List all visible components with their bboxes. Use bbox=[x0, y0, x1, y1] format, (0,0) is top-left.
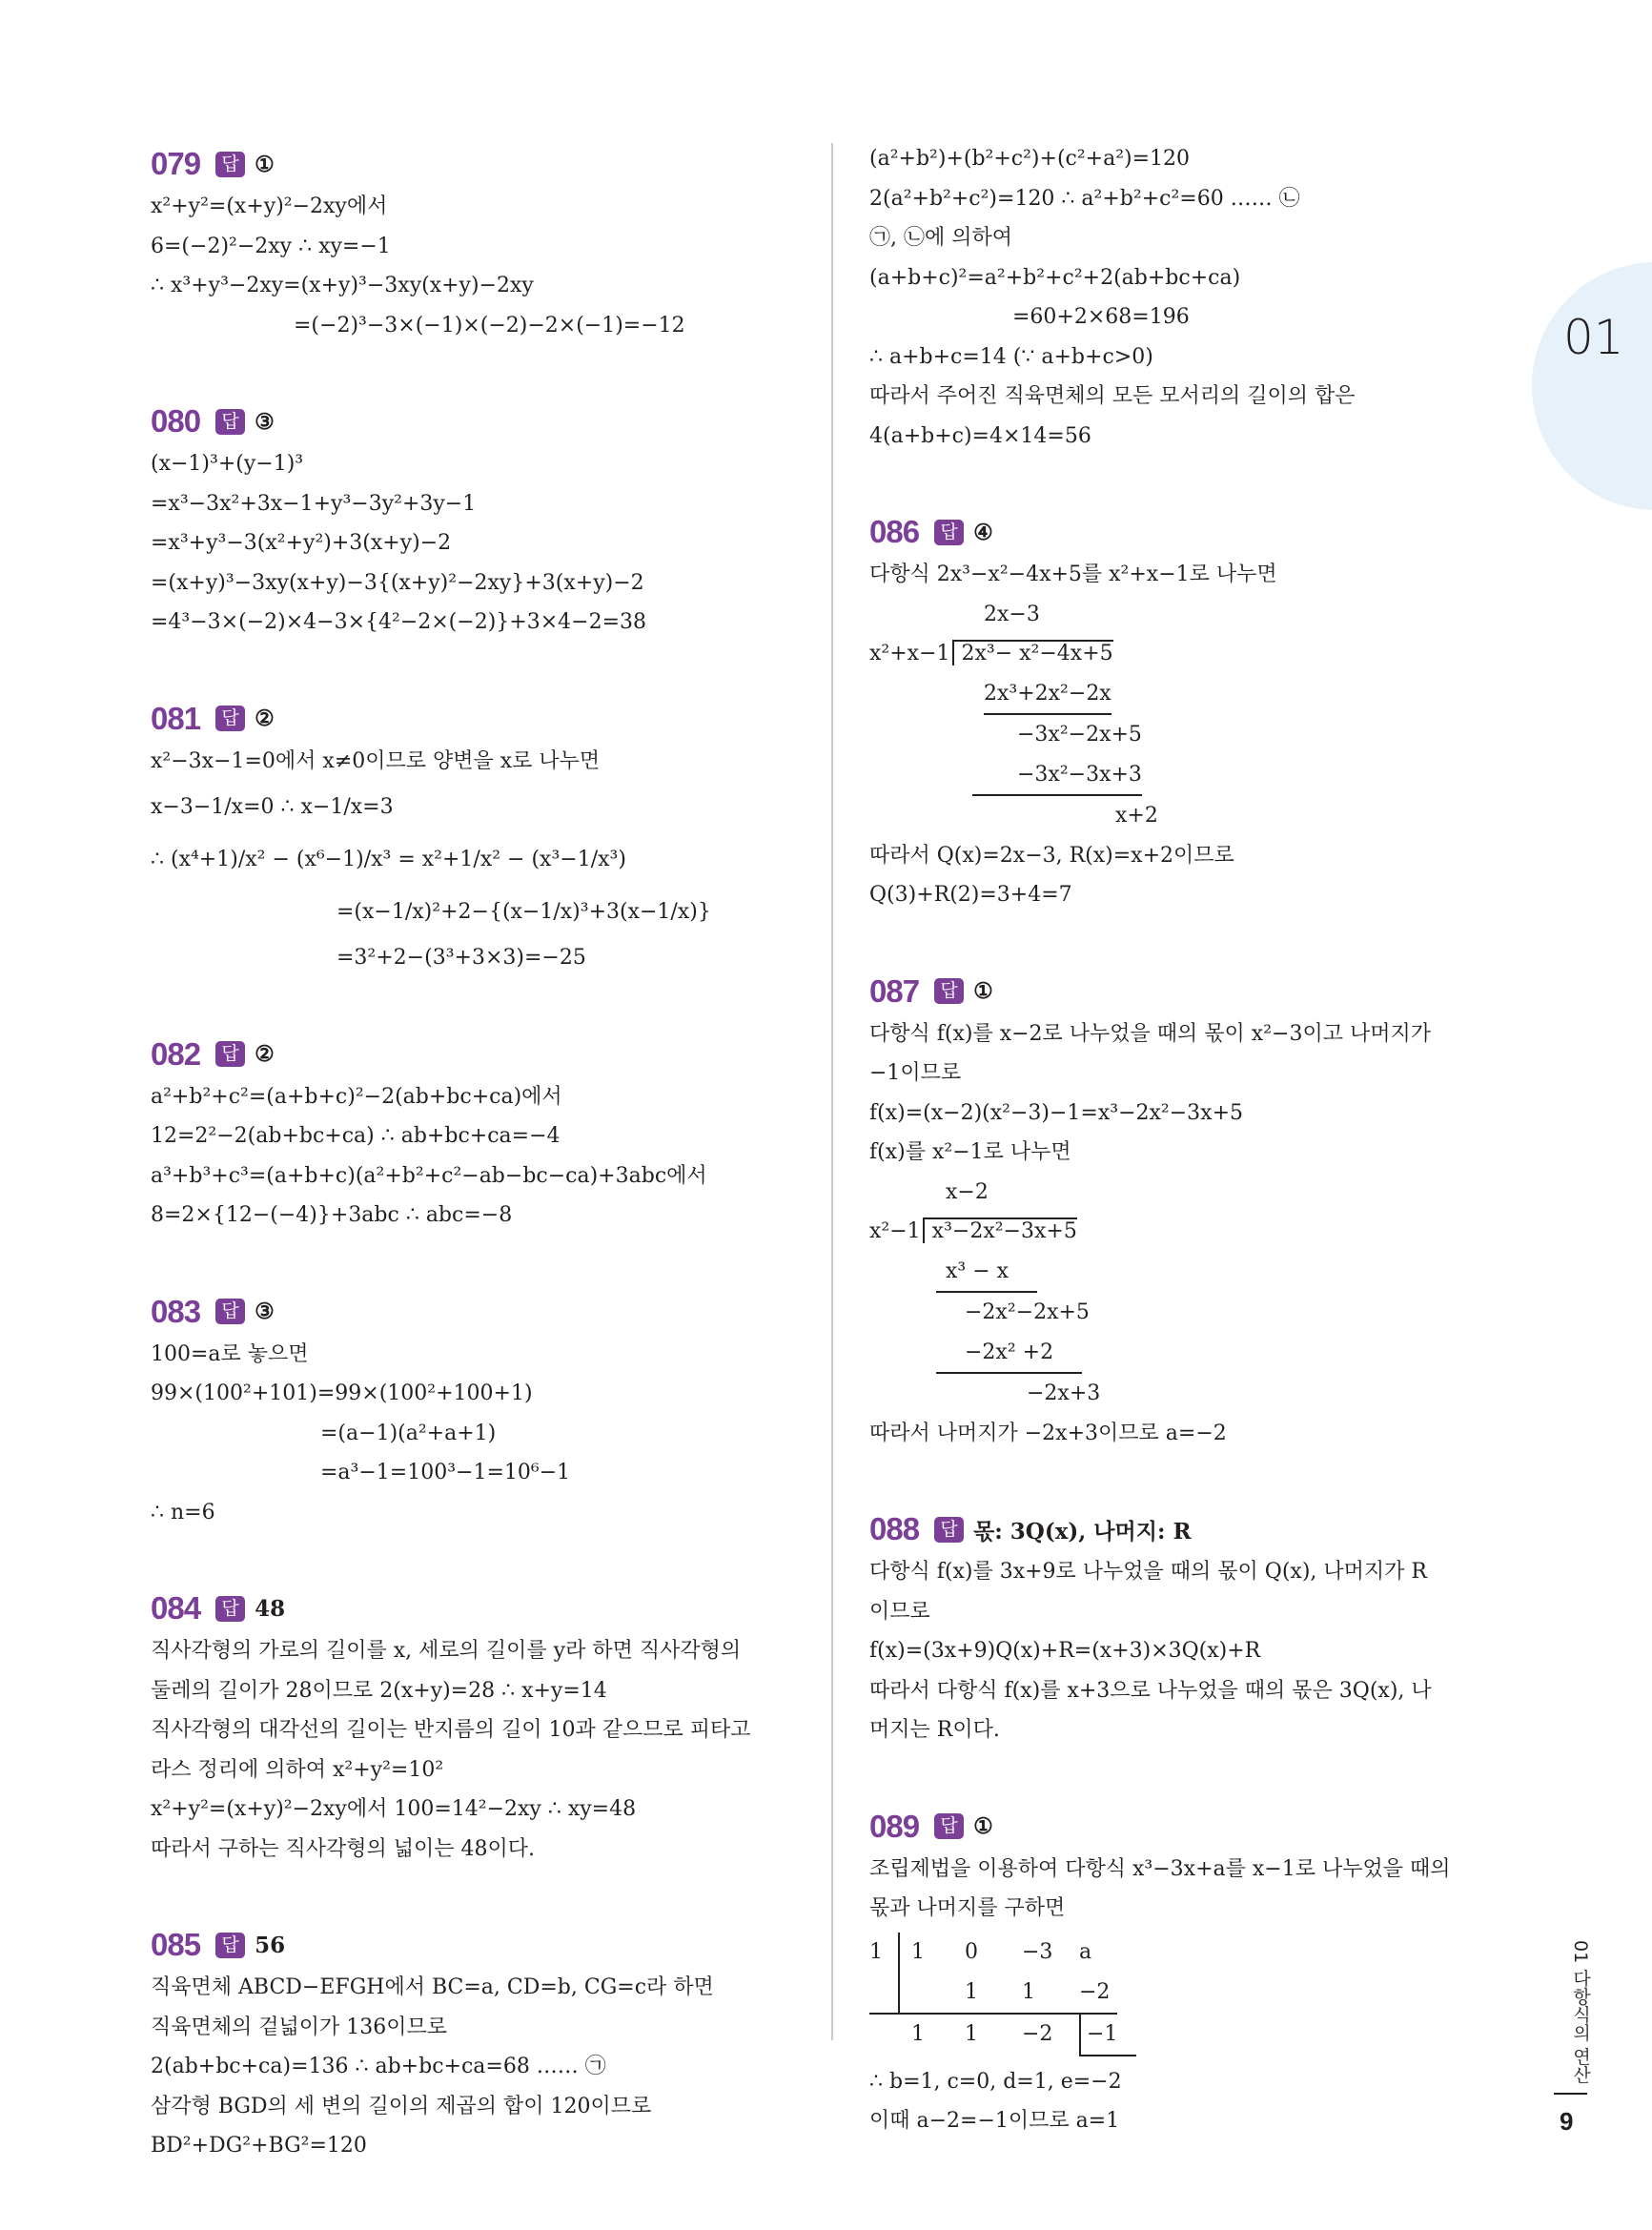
answer-value: ① bbox=[255, 151, 275, 177]
answer-value: ① bbox=[973, 1813, 993, 1839]
chapter-tab-label: 01 bbox=[1563, 310, 1624, 365]
answer-badge: 답 bbox=[215, 706, 245, 731]
solution-line: 이므로 bbox=[869, 1599, 930, 1624]
solution-line: x−3−1/x=0 ∴ x−1/x=3 bbox=[151, 795, 394, 819]
answer-value: 56 bbox=[255, 1932, 286, 1958]
problem-number: 089 bbox=[869, 1808, 920, 1844]
answer-badge: 답 bbox=[934, 520, 964, 545]
solution-line: 직사각형의 가로의 길이를 x, 세로의 길이를 y라 하면 직사각형의 bbox=[151, 1639, 742, 1663]
division-step: −2x²−2x+5 bbox=[965, 1300, 1090, 1324]
solution-line: 99×(100²+101)=99×(100²+100+1) bbox=[151, 1381, 533, 1405]
solution-line: (a+b+c)²=a²+b²+c²+2(ab+bc+ca) bbox=[869, 265, 1241, 290]
solution-line: ∴ a+b+c=14 (∵ a+b+c>0) bbox=[869, 344, 1153, 369]
solution-line: 8=2×{12−(−4)}+3abc ∴ abc=−8 bbox=[151, 1203, 513, 1227]
solution-line: 2(ab+bc+ca)=136 ∴ ab+bc+ca=68 …… ㉠ bbox=[151, 2055, 606, 2078]
answer-badge: 답 bbox=[215, 1041, 245, 1067]
problem-number: 081 bbox=[151, 700, 201, 736]
solution-line: 다항식 f(x)를 x−2로 나누었을 때의 몫이 x²−3이고 나머지가 bbox=[869, 1021, 1431, 1046]
solution-line: 삼각형 BGD의 세 변의 길이의 제곱의 합이 120이므로 bbox=[151, 2094, 652, 2118]
solution-line: =(a−1)(a²+a+1) bbox=[320, 1421, 497, 1445]
problem-number: 084 bbox=[151, 1590, 201, 1626]
long-division bbox=[869, 595, 1537, 836]
answer-value: ① bbox=[973, 978, 993, 1004]
synthetic-cell: a bbox=[1079, 1939, 1092, 1964]
division-dividend: 2x³− x²−4x+5 bbox=[952, 640, 1113, 665]
solution-line: 직육면체의 겉넓이가 136이므로 bbox=[151, 2015, 448, 2039]
solution-line: =(x−1/x)²+2−{(x−1/x)³+3(x−1/x)} bbox=[337, 900, 711, 924]
problem-086 bbox=[869, 511, 1537, 915]
solution-line: 따라서 나머지가 −2x+3이므로 a=−2 bbox=[869, 1421, 1227, 1445]
answer-value: ③ bbox=[255, 408, 275, 435]
solution-line: x²+y²=(x+y)²−2xy에서 100=14²−2xy ∴ xy=48 bbox=[151, 1797, 637, 1821]
solution-line: f(x)를 x²−1로 나누면 bbox=[869, 1140, 1071, 1164]
solution-line: ∴ b=1, c=0, d=1, e=−2 bbox=[869, 2069, 1122, 2094]
synthetic-cell: 1 bbox=[911, 2021, 925, 2046]
long-division bbox=[869, 1173, 1537, 1414]
chapter-title: 01 다항식의 연산 bbox=[1570, 1940, 1591, 2084]
synthetic-cell: −2 bbox=[1079, 1979, 1111, 2004]
solution-line: −1이므로 bbox=[869, 1061, 962, 1085]
problem-087 bbox=[869, 971, 1537, 1454]
answer-value: ② bbox=[255, 1041, 275, 1067]
answer-badge: 답 bbox=[215, 152, 245, 177]
problem-number: 080 bbox=[151, 403, 201, 439]
answer-badge: 답 bbox=[215, 1299, 245, 1324]
solution-line: ∴ n=6 bbox=[151, 1500, 215, 1524]
right-column bbox=[869, 143, 1537, 2197]
problem-number: 079 bbox=[151, 146, 201, 181]
page-number: 9 bbox=[1560, 2107, 1574, 2136]
solution-line: f(x)=(3x+9)Q(x)+R=(x+3)×3Q(x)+R bbox=[869, 1639, 1261, 1663]
problem-number: 086 bbox=[869, 514, 920, 549]
chapter-tab-background bbox=[1532, 262, 1652, 510]
problem-084 bbox=[151, 1587, 799, 1869]
solution-line: x²+y²=(x+y)²−2xy에서 bbox=[151, 194, 388, 218]
solution-line: =a³−1=100³−1=10⁶−1 bbox=[320, 1461, 571, 1484]
solution-line: 둘레의 길이가 28이므로 2(x+y)=28 ∴ x+y=14 bbox=[151, 1678, 607, 1703]
answer-badge: 답 bbox=[215, 409, 245, 435]
solution-line: =(x+y)³−3xy(x+y)−3{(x+y)²−2xy}+3(x+y)−2 bbox=[151, 570, 644, 595]
solution-line: Q(3)+R(2)=3+4=7 bbox=[869, 883, 1072, 907]
problem-081 bbox=[151, 698, 799, 978]
solution-line: =3²+2−(3³+3×3)=−25 bbox=[337, 946, 586, 970]
solution-line: 머지는 R이다. bbox=[869, 1718, 1000, 1742]
division-remainder: −2x+3 bbox=[1027, 1381, 1101, 1405]
column-divider bbox=[831, 143, 833, 2040]
solution-line: 직사각형의 대각선의 길이는 반지름의 길이 10과 같으므로 피타고 bbox=[151, 1718, 751, 1742]
solution-line: 직육면체 ABCD−EFGH에서 BC=a, CD=b, CG=c라 하면 bbox=[151, 1975, 714, 1999]
problem-089 bbox=[869, 1806, 1537, 2141]
solution-line: =60+2×68=196 bbox=[1012, 305, 1190, 329]
problem-079 bbox=[151, 143, 799, 345]
solution-line: 12=2²−2(ab+bc+ca) ∴ ab+bc+ca=−4 bbox=[151, 1124, 561, 1148]
answer-badge: 답 bbox=[934, 1813, 964, 1839]
division-step: 2x³+2x²−2x bbox=[984, 674, 1112, 716]
division-remainder: x+2 bbox=[1115, 804, 1158, 828]
solution-line: (a²+b²)+(b²+c²)+(c²+a²)=120 bbox=[869, 147, 1191, 171]
problem-number: 087 bbox=[869, 972, 920, 1009]
synthetic-cell: 1 bbox=[1022, 1979, 1035, 2004]
solution-line: f(x)=(x−2)(x²−3)−1=x³−2x²−3x+5 bbox=[869, 1100, 1243, 1125]
solution-line: (x−1)³+(y−1)³ bbox=[151, 452, 304, 476]
solution-line: ㉠, ㉡에 의하여 bbox=[869, 226, 1012, 250]
answer-badge: 답 bbox=[215, 1933, 245, 1958]
solution-line: 100=a로 놓으면 bbox=[151, 1341, 309, 1366]
solution-line: 2(a²+b²+c²)=120 ∴ a²+b²+c²=60 …… ㉡ bbox=[869, 186, 1300, 211]
solution-line: 6=(−2)²−2xy ∴ xy=−1 bbox=[151, 234, 391, 258]
solution-line: 라스 정리에 의하여 x²+y²=10² bbox=[151, 1757, 444, 1782]
solution-line: =4³−3×(−2)×4−3×{4²−2×(−2)}+3×4−2=38 bbox=[151, 610, 646, 634]
problem-083 bbox=[151, 1291, 799, 1533]
solution-line: ∴ (x⁴+1)/x² − (x⁶−1)/x³ = x²+1/x² − (x³−1/x³) bbox=[151, 848, 626, 871]
synthetic-cell: 0 bbox=[965, 1939, 978, 1964]
page-number-rule bbox=[1554, 2093, 1587, 2095]
solution-line: 따라서 구하는 직사각형의 넓이는 48이다. bbox=[151, 1836, 535, 1861]
division-divisor: x²+x−1 bbox=[869, 642, 950, 665]
answer-badge: 답 bbox=[215, 1596, 245, 1622]
solution-line: 이때 a−2=−1이므로 a=1 bbox=[869, 2109, 1120, 2133]
answer-value: ② bbox=[255, 706, 275, 731]
solution-line: ∴ x³+y³−2xy=(x+y)³−3xy(x+y)−2xy bbox=[151, 274, 534, 297]
synthetic-cell: −2 bbox=[1022, 2021, 1053, 2046]
synthetic-cell: 1 bbox=[965, 2021, 978, 2046]
answer-value: 48 bbox=[255, 1595, 286, 1622]
left-column bbox=[151, 143, 799, 2221]
solution-line: =(−2)³−3×(−1)×(−2)−2×(−1)=−12 bbox=[294, 313, 685, 338]
synthetic-root: 1 bbox=[869, 1939, 883, 1964]
solution-line: 조립제법을 이용하여 다항식 x³−3x+a를 x−1로 나누었을 때의 bbox=[869, 1856, 1451, 1881]
division-dividend: x³−2x²−3x+5 bbox=[923, 1217, 1077, 1243]
synthetic-cell: 1 bbox=[898, 1933, 965, 1973]
solution-line: BD²+DG²+BG²=120 bbox=[151, 2134, 367, 2158]
synthetic-cell: 1 bbox=[965, 1979, 978, 2004]
solution-line: 따라서 주어진 직육면체의 모든 모서리의 길이의 합은 bbox=[869, 384, 1356, 408]
problem-number: 082 bbox=[151, 1035, 201, 1072]
division-step: −3x²−3x+3 bbox=[972, 755, 1142, 797]
solution-line: a³+b³+c³=(a+b+c)(a²+b²+c²−ab−bc−ca)+3abc에서 bbox=[151, 1163, 707, 1188]
problem-number: 088 bbox=[869, 1511, 920, 1546]
solution-line: 다항식 f(x)를 3x+9로 나누었을 때의 몫이 Q(x), 나머지가 R bbox=[869, 1560, 1427, 1584]
solution-line: 몫과 나머지를 구하면 bbox=[869, 1896, 1066, 1920]
solution-line: x²−3x−1=0에서 x≠0이므로 양변을 x로 나누면 bbox=[151, 748, 601, 773]
problem-082 bbox=[151, 1033, 799, 1236]
division-quotient: 2x−3 bbox=[984, 602, 1040, 626]
answer-value: 몫: 3Q(x), 나머지: R bbox=[973, 1518, 1192, 1545]
division-quotient: x−2 bbox=[946, 1179, 989, 1204]
problem-number: 083 bbox=[151, 1293, 201, 1329]
division-step: −3x²−2x+5 bbox=[1017, 723, 1142, 747]
synthetic-division bbox=[869, 1933, 1117, 2056]
solution-line: a²+b²+c²=(a+b+c)²−2(ab+bc+ca)에서 bbox=[151, 1084, 562, 1109]
answer-value: ③ bbox=[255, 1299, 275, 1324]
division-step: x³ − x bbox=[936, 1252, 1037, 1294]
solution-line: 따라서 다항식 f(x)를 x+3으로 나누었을 때의 몫은 3Q(x), 나 bbox=[869, 1678, 1432, 1703]
division-divisor: x²−1 bbox=[869, 1219, 921, 1243]
problem-088 bbox=[869, 1508, 1537, 1750]
problem-number: 085 bbox=[151, 1927, 201, 1962]
solution-line: =x³−3x²+3x−1+y³−3y²+3y−1 bbox=[151, 491, 477, 516]
answer-value: ④ bbox=[973, 519, 993, 545]
problem-085 bbox=[151, 1924, 799, 2166]
solution-line: =x³+y³−3(x²+y²)+3(x+y)−2 bbox=[151, 531, 452, 555]
division-step: −2x² +2 bbox=[936, 1333, 1082, 1375]
problem-085-continued bbox=[869, 139, 1537, 456]
problem-080 bbox=[151, 400, 799, 643]
solution-line: 다항식 2x³−x²−4x+5를 x²+x−1로 나누면 bbox=[869, 563, 1277, 586]
answer-badge: 답 bbox=[934, 978, 964, 1004]
synthetic-cell: −3 bbox=[1022, 1939, 1053, 1964]
solution-line: 4(a+b+c)=4×14=56 bbox=[869, 423, 1091, 448]
synthetic-cell bbox=[898, 1973, 965, 2013]
synthetic-remainder: −1 bbox=[1079, 2015, 1136, 2056]
solution-line: 따라서 Q(x)=2x−3, R(x)=x+2이므로 bbox=[869, 843, 1234, 868]
answer-badge: 답 bbox=[934, 1517, 964, 1543]
